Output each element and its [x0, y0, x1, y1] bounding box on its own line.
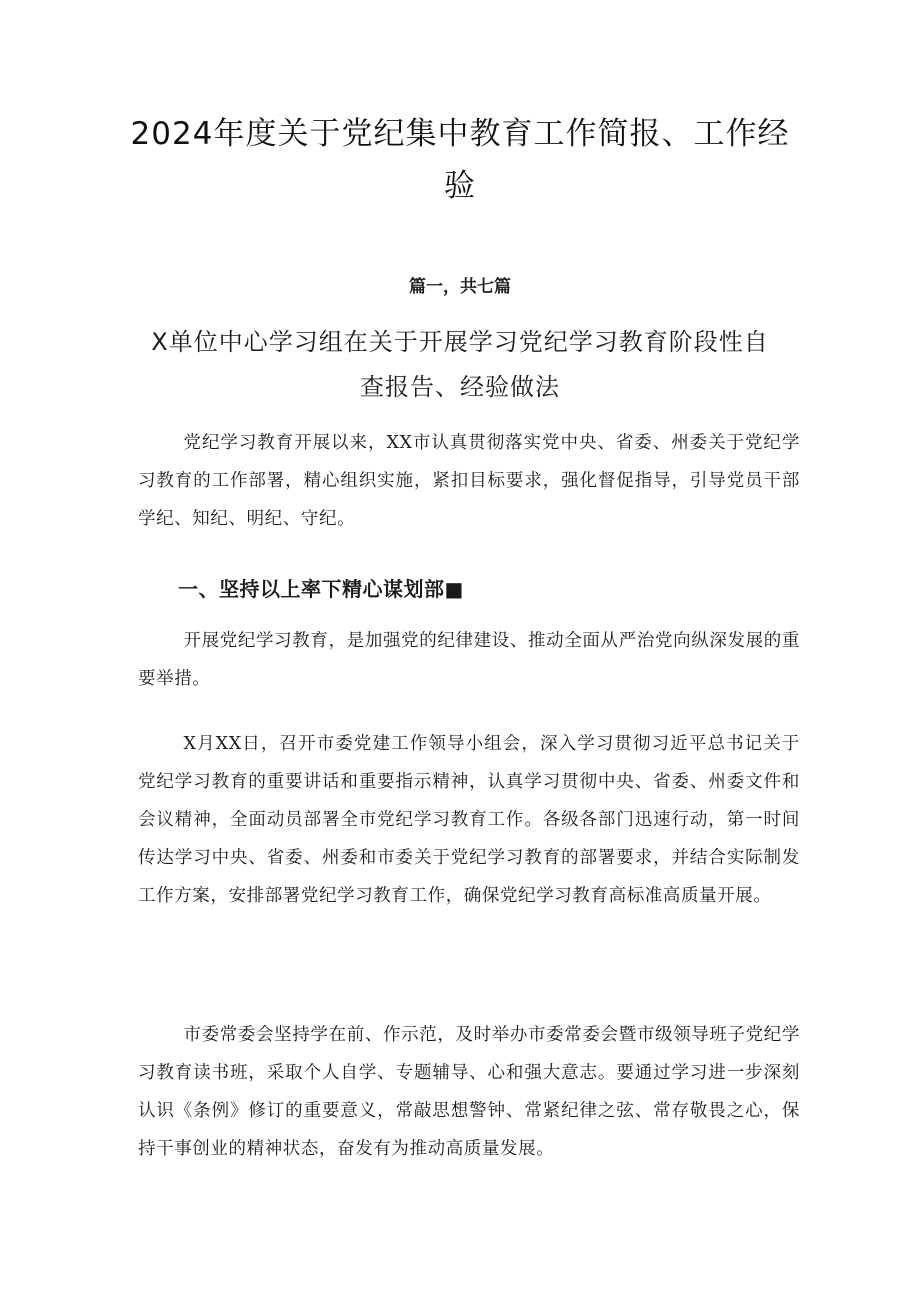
- section-label: 篇一，共七篇: [409, 277, 511, 297]
- document-title: 2024年度关于党纪集中教育工作简报、工作经验: [130, 116, 790, 204]
- document-subtitle: X单位中心学习组在关于开展学习党纪学习教育阶段性自查报告、经验做法: [151, 328, 769, 401]
- paragraph-importance: 开展党纪学习教育，是加强党的纪律建设、推动全面从严治党向纵深发展的重要举措。: [138, 631, 800, 689]
- section-heading-1: 一、坚持以上率下精心谋划部■: [178, 577, 464, 601]
- paragraph-meeting: X月XX日，召开市委党建工作领导小组会，深入学习贯彻习近平总书记关于党纪学习教育的重要讲话和重要指示精神，认真学习贯彻中央、省委、州委文件和会议精神，全面动员部署全市党纪学习教育工作。各级各部门迅速行动，第一时间传达学习中央、省委、州委和市委关于党纪学习教育的部署要求，并结合实际制发工作方案，安排部署党纪学习教育工作，确保党纪学习教育高标准高质量开展。: [138, 734, 800, 906]
- paragraph-intro: 党纪学习教育开展以来，XX市认真贯彻落实党中央、省委、州委关于党纪学习教育的工作部署，精心组织实施，紧扣目标要求，强化督促指导，引导党员干部学纪、知纪、明纪、守纪。: [138, 433, 800, 529]
- paragraph-standing-committee: 市委常委会坚持学在前、作示范，及时举办市委常委会暨市级领导班子党纪学习教育读书班，采取个人自学、专题辅导、心和强大意志。要通过学习进一步深刻认识《条例》修订的重要意义，常敲思想警钟、常紧纪律之弦、常存敬畏之心，保持干事创业的精神状态，奋发有为推动高质量发展。: [138, 1025, 800, 1159]
